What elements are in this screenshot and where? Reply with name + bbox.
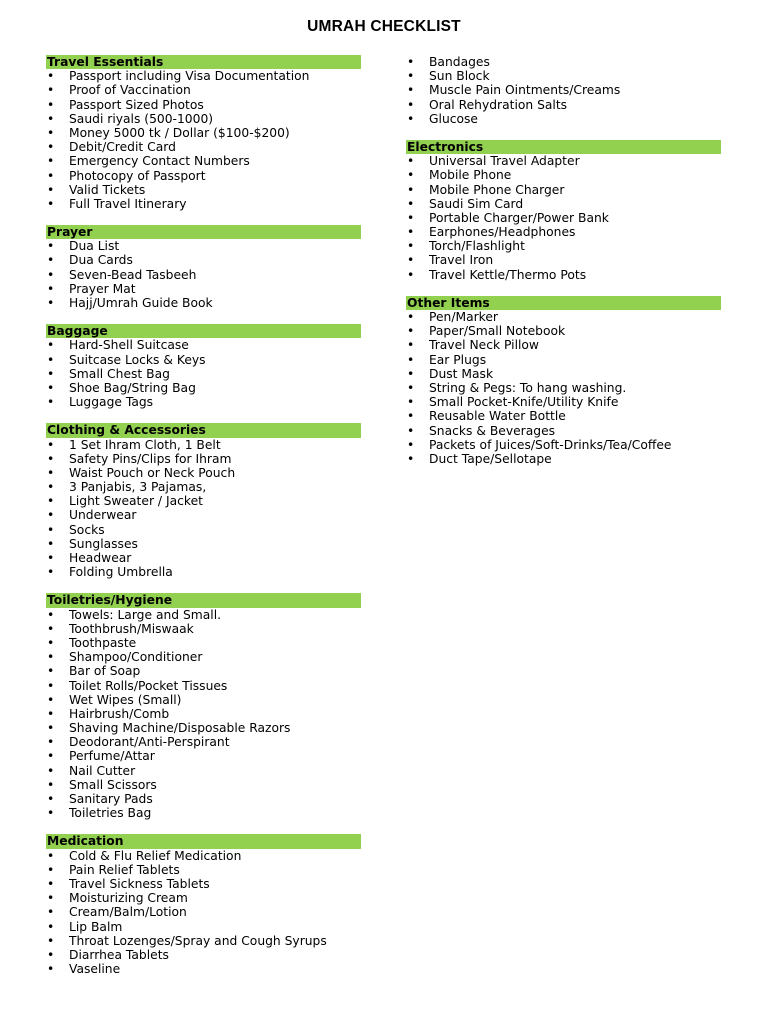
checklist-item: • Mobile Phone [406,168,721,182]
section-heading-travel-essentials: Travel Essentials [46,55,361,69]
checklist-item: • Sanitary Pads [46,792,361,806]
checklist-item: • Small Chest Bag [46,367,361,381]
checklist-item: • Travel Neck Pillow [406,338,721,352]
checklist-item: • Paper/Small Notebook [406,324,721,338]
checklist-item: • Dust Mask [406,367,721,381]
left-column [46,55,361,990]
checklist-item: • Travel Iron [406,253,721,267]
section-prayer [46,225,361,310]
checklist-item: • Pen/Marker [406,310,721,324]
checklist-item: • Duct Tape/Sellotape [406,452,721,466]
section-heading-medication: Medication [46,834,361,848]
checklist-item: • Emergency Contact Numbers [46,154,361,168]
checklist-item: • Packets of Juices/Soft-Drinks/Tea/Coffee [406,438,721,452]
right-column [406,55,721,480]
checklist-item: • Glucose [406,112,721,126]
checklist-item: • Cold & Flu Relief Medication [46,849,361,863]
checklist-item: • Hairbrush/Comb [46,707,361,721]
checklist [406,55,721,126]
section-heading-toiletries-hygiene: Toiletries/Hygiene [46,593,361,607]
checklist-item: • Sun Block [406,69,721,83]
checklist-item: • Toilet Rolls/Pocket Tissues [46,679,361,693]
checklist-item: • Throat Lozenges/Spray and Cough Syrups [46,934,361,948]
checklist-item: • Money 5000 tk / Dollar ($100-$200) [46,126,361,140]
checklist-item: • Suitcase Locks & Keys [46,353,361,367]
checklist-item: • Portable Charger/Power Bank [406,211,721,225]
checklist-item: • Oral Rehydration Salts [406,98,721,112]
checklist [46,438,361,580]
checklist-item: • Hajj/Umrah Guide Book [46,296,361,310]
checklist-item: • 3 Panjabis, 3 Pajamas, [46,480,361,494]
section-heading-prayer: Prayer [46,225,361,239]
checklist-item: • Shampoo/Conditioner [46,650,361,664]
checklist-item: • Small Scissors [46,778,361,792]
section-other-items [406,296,721,466]
checklist-item: • Torch/Flashlight [406,239,721,253]
checklist-item: • Underwear [46,508,361,522]
checklist-item: • Dua List [46,239,361,253]
checklist-item: • Light Sweater / Jacket [46,494,361,508]
checklist [406,310,721,466]
checklist [46,239,361,310]
checklist-item: • Luggage Tags [46,395,361,409]
checklist-item: • Sunglasses [46,537,361,551]
section-electronics [406,140,721,282]
checklist-item: • Hard-Shell Suitcase [46,338,361,352]
checklist-item: • Passport including Visa Documentation [46,69,361,83]
checklist-item: • Debit/Credit Card [46,140,361,154]
checklist [46,608,361,821]
checklist-item: • Vaseline [46,962,361,976]
checklist-item: • Bar of Soap [46,664,361,678]
checklist-item: • Valid Tickets [46,183,361,197]
checklist [46,69,361,211]
checklist-item: • Socks [46,523,361,537]
checklist [406,154,721,282]
checklist-item: • Earphones/Headphones [406,225,721,239]
checklist-item: • Waist Pouch or Neck Pouch [46,466,361,480]
checklist-item: • 1 Set Ihram Cloth, 1 Belt [46,438,361,452]
checklist-item: • Snacks & Beverages [406,424,721,438]
checklist-item: • Moisturizing Cream [46,891,361,905]
checklist-item: • Saudi riyals (500-1000) [46,112,361,126]
checklist-item: • Cream/Balm/Lotion [46,905,361,919]
checklist-item: • Full Travel Itinerary [46,197,361,211]
checklist-item: • Saudi Sim Card [406,197,721,211]
checklist-item: • Pain Relief Tablets [46,863,361,877]
checklist-item: • Travel Sickness Tablets [46,877,361,891]
section-medication [46,834,361,976]
page-title: UMRAH CHECKLIST [307,18,461,35]
checklist-item: • Muscle Pain Ointments/Creams [406,83,721,97]
section-heading-other-items: Other Items [406,296,721,310]
checklist-item: • Bandages [406,55,721,69]
checklist-item: • Reusable Water Bottle [406,409,721,423]
section-travel-essentials [46,55,361,211]
checklist-item: • Proof of Vaccination [46,83,361,97]
checklist-item: • Toiletries Bag [46,806,361,820]
checklist-item: • Diarrhea Tablets [46,948,361,962]
checklist-item: • Toothbrush/Miswaak [46,622,361,636]
checklist-item: • Toothpaste [46,636,361,650]
checklist-item: • Deodorant/Anti-Perspirant [46,735,361,749]
checklist [46,849,361,977]
checklist-item: • Photocopy of Passport [46,169,361,183]
section-heading-electronics: Electronics [406,140,721,154]
checklist-item: • Prayer Mat [46,282,361,296]
checklist-item: • Dua Cards [46,253,361,267]
checklist-item: • Travel Kettle/Thermo Pots [406,268,721,282]
checklist-item: • Perfume/Attar [46,749,361,763]
checklist-item: • Universal Travel Adapter [406,154,721,168]
section-heading-baggage: Baggage [46,324,361,338]
checklist-item: • Wet Wipes (Small) [46,693,361,707]
checklist [46,338,361,409]
section-medication-continued [406,55,721,126]
checklist-item: • Shaving Machine/Disposable Razors [46,721,361,735]
checklist-item: • Nail Cutter [46,764,361,778]
checklist-item: • String & Pegs: To hang washing. [406,381,721,395]
checklist-item: • Shoe Bag/String Bag [46,381,361,395]
checklist-item: • Ear Plugs [406,353,721,367]
checklist-item: • Towels: Large and Small. [46,608,361,622]
checklist-item: • Headwear [46,551,361,565]
section-baggage [46,324,361,409]
checklist-item: • Lip Balm [46,920,361,934]
checklist-item: • Seven-Bead Tasbeeh [46,268,361,282]
checklist-item: • Safety Pins/Clips for Ihram [46,452,361,466]
checklist-item: • Mobile Phone Charger [406,183,721,197]
section-heading-clothing-accessories: Clothing & Accessories [46,423,361,437]
checklist-item: • Folding Umbrella [46,565,361,579]
section-toiletries-hygiene [46,593,361,820]
checklist-item: • Passport Sized Photos [46,98,361,112]
checklist-item: • Small Pocket-Knife/Utility Knife [406,395,721,409]
section-clothing-accessories [46,423,361,579]
